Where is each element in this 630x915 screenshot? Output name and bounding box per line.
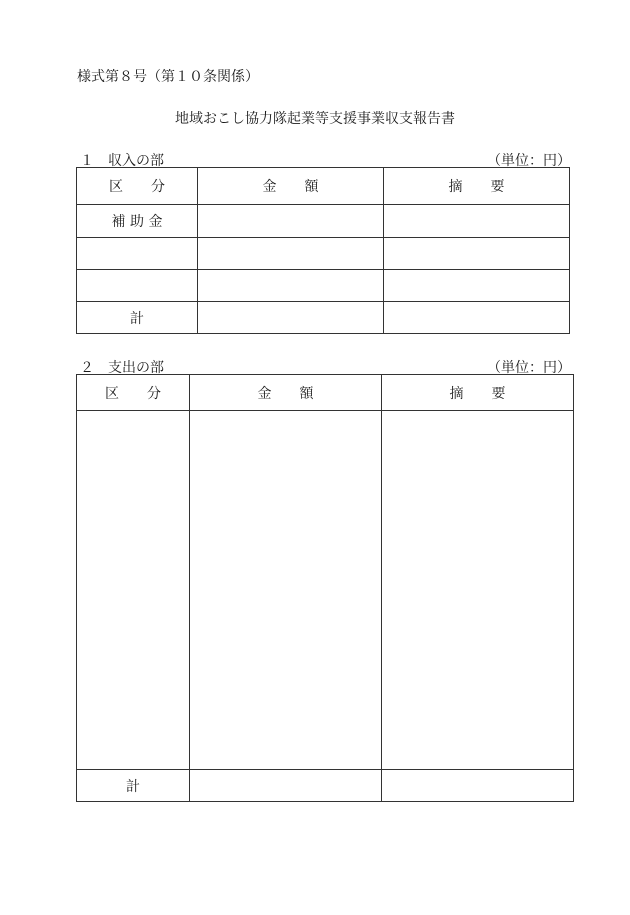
income-row-note[interactable] <box>384 238 570 270</box>
income-row-blank <box>77 270 570 302</box>
income-header-row <box>77 168 570 205</box>
document-title: 地域おこし協力隊起業等支援事業収支報告書 <box>175 111 455 127</box>
income-row-amount[interactable] <box>198 238 384 270</box>
expense-total-label: 計 <box>77 770 190 802</box>
income-header-category: 区 分 <box>77 168 198 205</box>
income-row-amount[interactable] <box>198 205 384 238</box>
expense-amount-area[interactable] <box>190 411 382 770</box>
expense-body-row <box>77 411 574 770</box>
income-row-category: 補 助 金 <box>77 205 198 238</box>
expense-header-note: 摘 要 <box>382 375 574 411</box>
income-row-amount[interactable] <box>198 270 384 302</box>
expense-total-note[interactable] <box>382 770 574 802</box>
income-table <box>76 167 570 334</box>
expense-header-row <box>77 375 574 411</box>
income-row-category[interactable] <box>77 238 198 270</box>
income-total-row <box>77 302 570 334</box>
expense-header-amount: 金 額 <box>190 375 382 411</box>
income-total-amount[interactable] <box>198 302 384 334</box>
income-row-note[interactable] <box>384 205 570 238</box>
income-row-category[interactable] <box>77 270 198 302</box>
income-row-note[interactable] <box>384 270 570 302</box>
expense-note-area[interactable] <box>382 411 574 770</box>
form-number: 様式第８号（第１０条関係） <box>77 69 259 85</box>
expense-total-amount[interactable] <box>190 770 382 802</box>
expense-unit-label: （単位：円） <box>487 360 571 376</box>
expense-section-heading: ２ 支出の部 <box>80 360 164 376</box>
income-row-blank <box>77 238 570 270</box>
expense-category-area[interactable] <box>77 411 190 770</box>
expense-header-category: 区 分 <box>77 375 190 411</box>
income-total-label: 計 <box>77 302 198 334</box>
income-header-amount: 金 額 <box>198 168 384 205</box>
income-unit-label: （単位：円） <box>487 153 571 169</box>
income-row-subsidy <box>77 205 570 238</box>
expense-total-row <box>77 770 574 802</box>
income-header-note: 摘 要 <box>384 168 570 205</box>
expense-table <box>76 374 574 802</box>
income-total-note[interactable] <box>384 302 570 334</box>
income-section-heading: １ 収入の部 <box>80 153 164 169</box>
